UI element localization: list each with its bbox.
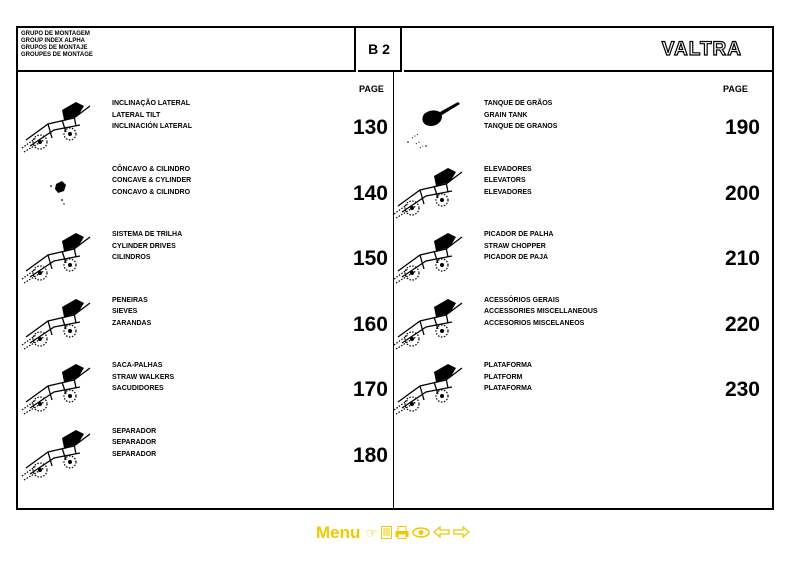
combine-harvester-icon	[18, 295, 98, 353]
index-entry[interactable]	[18, 164, 388, 224]
entry-names	[112, 426, 156, 461]
concave-part-icon	[18, 164, 98, 222]
entry-names	[112, 164, 191, 199]
entry-names	[484, 98, 557, 133]
section-code: B 2	[358, 28, 402, 72]
entry-name-line: SEPARADOR	[112, 427, 157, 435]
entry-name-line: STRAW WALKERS	[112, 373, 175, 381]
brand-block	[404, 28, 772, 72]
page-number[interactable]: 140	[352, 181, 388, 205]
index-entry[interactable]	[18, 98, 388, 158]
entry-name-line: ELEVADORES	[484, 165, 532, 173]
entry-name-line: CONCAVO & CILINDRO	[112, 188, 191, 196]
combine-harvester-icon	[390, 229, 470, 287]
group-title-line: GRUPOS DE MONTAJE	[21, 45, 88, 51]
entry-name-line: CÔNCAVO & CILINDRO	[112, 165, 191, 173]
entry-name-line: ELEVATORS	[484, 177, 526, 184]
combine-harvester-icon	[390, 360, 470, 418]
group-title-block	[18, 28, 356, 72]
entry-name-line: ELEVADORES	[484, 188, 532, 196]
page-label-left: PAGE	[359, 84, 384, 94]
entry-names	[112, 295, 151, 330]
index-entry[interactable]	[18, 229, 388, 289]
combine-harvester-icon	[18, 229, 98, 287]
index-entry[interactable]	[390, 229, 760, 289]
entry-name-line: GRAIN TANK	[484, 111, 528, 119]
entry-name-line: SACA-PALHAS	[112, 362, 163, 369]
page-number[interactable]: 210	[724, 247, 760, 270]
entry-name-line: TANQUE DE GRANOS	[484, 123, 558, 130]
combine-harvester-icon	[390, 295, 470, 353]
entry-names	[484, 295, 598, 330]
index-entry[interactable]	[390, 295, 760, 355]
entry-names	[484, 229, 553, 264]
index-entry[interactable]	[390, 98, 760, 158]
entry-names	[112, 98, 192, 133]
entry-name-line: SEPARADOR	[112, 450, 157, 458]
print-icon[interactable]	[395, 526, 409, 541]
entry-name-line: PLATFORM	[484, 373, 523, 381]
entry-name-line: INCLINAÇÃO LATERAL	[112, 100, 191, 107]
index-entry[interactable]	[390, 360, 760, 420]
menu-link[interactable]: Menu	[316, 523, 361, 542]
entry-name-line: ACESSÓRIOS GERAIS	[484, 296, 560, 304]
entry-name-line: ACCESSORIES MISCELLANEOUS	[484, 308, 598, 315]
entry-name-line: ACCESORIOS MISCELANEOS	[484, 319, 585, 327]
entry-name-line: CONCAVE & CYLINDER	[112, 177, 192, 184]
entry-name-line: PLATAFORMA	[484, 385, 532, 392]
entry-name-line: TANQUE DE GRÃOS	[484, 100, 553, 107]
combine-harvester-icon	[18, 426, 98, 484]
page-number[interactable]: 160	[352, 312, 388, 336]
index-entry[interactable]	[18, 426, 388, 486]
entry-names	[112, 360, 174, 395]
page-number[interactable]: 230	[724, 378, 760, 401]
grain-tank-icon	[390, 98, 470, 156]
entry-name-line: PICADOR DE PALHA	[484, 231, 554, 238]
entry-name-line: PLATAFORMA	[484, 362, 532, 369]
entry-name-line: INCLINACIÓN LATERAL	[112, 123, 192, 130]
index-entry[interactable]	[18, 295, 388, 355]
combine-harvester-icon	[390, 164, 470, 222]
pointing-hand-icon[interactable]: ☞	[365, 525, 378, 541]
page-number[interactable]: 220	[724, 312, 760, 336]
document-icon[interactable]	[381, 526, 392, 541]
combine-harvester-icon	[18, 98, 98, 156]
entry-name-line: SACUDIDORES	[112, 385, 164, 392]
combine-harvester-icon	[18, 360, 98, 418]
group-title-line: GROUPES DE MONTAGE	[21, 52, 93, 58]
entry-name-line: PICADOR DE PAJA	[484, 254, 549, 261]
valtra-logo: VALTRA	[661, 39, 742, 60]
entry-names	[112, 229, 182, 264]
entry-name-line: STRAW CHOPPER	[484, 242, 546, 250]
page-number[interactable]: 150	[352, 247, 388, 270]
entry-name-line: PENEIRAS	[112, 296, 148, 304]
page-label-right: PAGE	[723, 84, 748, 94]
entry-name-line: ZARANDAS	[112, 319, 152, 327]
page-number[interactable]: 130	[352, 116, 388, 139]
entry-name-line: SISTEMA DE TRILHA	[112, 231, 183, 238]
entry-name-line: LATERAL TILT	[112, 111, 161, 119]
arrow-right-icon[interactable]	[453, 526, 470, 540]
entry-names	[484, 164, 532, 199]
entry-name-line: SIEVES	[112, 308, 138, 315]
index-entry[interactable]	[18, 360, 388, 420]
page-number[interactable]: 180	[352, 443, 388, 467]
eye-icon[interactable]	[412, 526, 430, 540]
entry-name-line: SEPARADOR	[112, 439, 157, 446]
arrow-left-icon[interactable]	[433, 526, 450, 540]
page-number[interactable]: 200	[724, 181, 760, 205]
entry-names	[484, 360, 532, 395]
page-number[interactable]: 170	[352, 378, 388, 401]
group-title-line: GROUP INDEX ALPHA	[21, 38, 86, 44]
entry-name-line: CILINDROS	[112, 254, 151, 261]
nav-footer	[316, 520, 470, 546]
index-entry[interactable]	[390, 164, 760, 224]
index-frame	[16, 26, 774, 510]
entry-name-line: CYLINDER DRIVES	[112, 242, 176, 250]
group-title-line: GRUPO DE MONTAGEM	[21, 31, 90, 37]
page-number[interactable]: 190	[724, 116, 760, 139]
